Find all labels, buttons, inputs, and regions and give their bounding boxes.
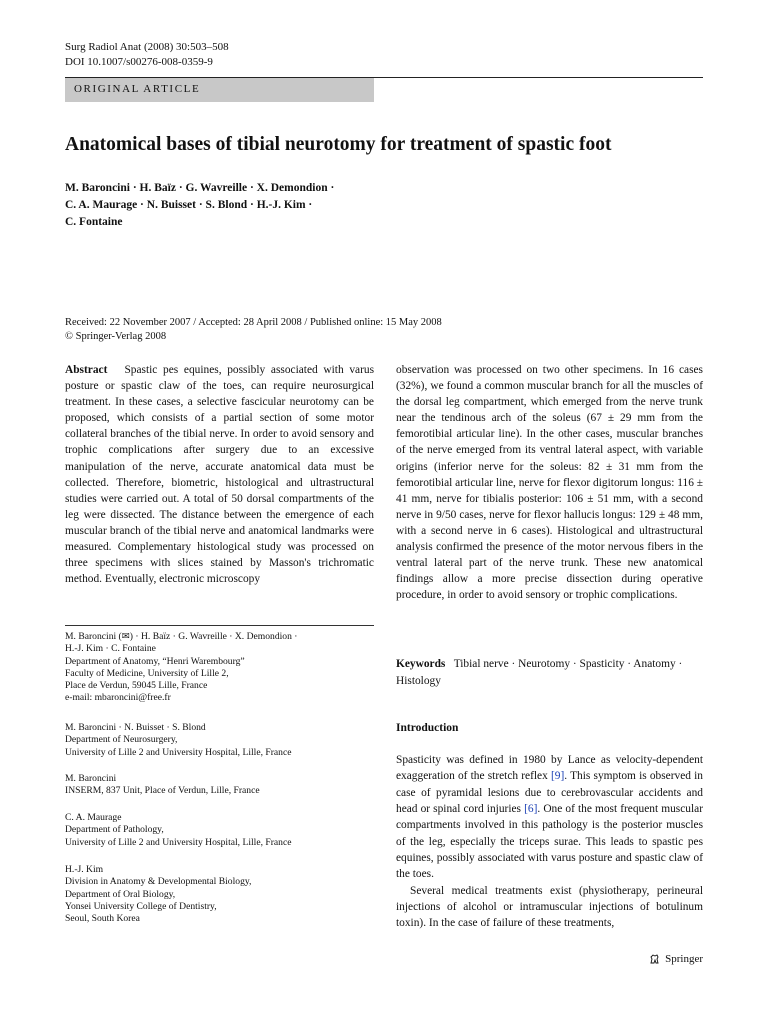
affiliation-line: Department of Neurosurgery,	[65, 734, 178, 746]
paragraph	[396, 752, 703, 883]
affiliation-line: Department of Anatomy, “Henri Warembourg”	[65, 655, 245, 667]
affiliation-rule	[65, 625, 374, 626]
author-list	[65, 180, 334, 231]
publication-dates	[65, 316, 442, 344]
keywords	[396, 656, 703, 689]
introduction-body	[396, 752, 703, 932]
affiliation-line: C. A. Maurage	[65, 812, 122, 823]
affiliation-line: Faculty of Medicine, University of Lille 2,	[65, 667, 229, 679]
dates-line: Received: 22 November 2007 / Accepted: 28 April 2008 / Published online: 15 May 2008	[65, 317, 442, 328]
text-run: . One of the most frequent muscular compartments involved in this pathology is the posterior muscles of the leg, especially the triceps surae. This leads to spastic pes equines, possibly associated with varus posture and spastic claw of the toes.	[396, 803, 704, 881]
affiliation-line: INSERM, 837 Unit, Place of Verdun, Lille, France	[65, 785, 260, 797]
author-line: C. A. Maurage · N. Buisset · S. Blond · H.-J. Kim ·	[65, 199, 313, 211]
affiliation-line: University of Lille 2 and University Hospital, Lille, France	[65, 746, 292, 758]
text-run: . This symptom is observed in case of pyramidal lesions due to cerebrovascular accidents and head or spinal cord injuries	[396, 770, 703, 816]
paragraph: Several medical treatments exist (physiotherapy, perineural injections of alcohol or intramuscular injections of botulinum toxin). In the case of failure of these treatments,	[396, 884, 703, 930]
abstract-column-right	[396, 362, 703, 603]
abstract-label: Abstract	[65, 364, 108, 376]
affiliation-line: H.-J. Kim · C. Fontaine	[65, 643, 156, 655]
affiliation-line: University of Lille 2 and University Hospital, Lille, France	[65, 836, 292, 848]
page-footer	[649, 953, 703, 965]
affiliation-line: Seoul, South Korea	[65, 913, 140, 925]
section-heading-introduction: Introduction	[396, 722, 459, 734]
keywords-text: Tibial nerve · Neurotomy · Spasticity · Anatomy · Histology	[396, 658, 683, 687]
affiliation-line: M. Baroncini · N. Buisset · S. Blond	[65, 722, 206, 733]
text-run: Spasticity was defined in 1980 by Lance as velocity-dependent exaggeration of the stretch reflex	[396, 754, 703, 783]
journal-line: Surg Radiol Anat (2008) 30:503–508	[65, 41, 229, 53]
abstract-text-right: observation was processed on two other specimens. In 16 cases (32%), we found a common muscular branch for all the muscles of the dorsal leg compartment, which emerged from the nerve trunk near the tendinous arch of the soleus (67 ± 29 mm from the femorotibial articular line). In the other cases, muscular branches of the nerve emerged from its ventral lateral aspect, with variable origins (inferior nerve for the soleus: 82 ± 31 mm from the femorotibial articular line, nerve for flexor digitorum longus: 116 ± 41 mm, nerve for tibialis posterior: 106 ± 51 mm, with a second nerve in 9/50 cases, nerve for flexor hallucis longus: 129 ± 48 mm, with a second nerve in 6 cases). Histological and ultrastructural analysis confirmed the presence of the motor nervous fibers in the ventral lateral part of the nerve trunk. These new anatomical findings allow a more precise dissection during operative procedure, in order to avoid sensory or trophic complications.	[396, 364, 703, 602]
affiliation-block	[65, 812, 374, 849]
affiliation-line: Place de Verdun, 59045 Lille, France	[65, 680, 208, 692]
affiliation-block	[65, 773, 374, 798]
article-title: Anatomical bases of tibial neurotomy for treatment of spastic foot	[65, 134, 612, 155]
publisher-name: Springer	[665, 953, 703, 965]
citation-link[interactable]: [9]	[550, 770, 565, 783]
article-type-banner: ORIGINAL ARTICLE	[65, 78, 374, 102]
doi-line: DOI 10.1007/s00276-008-0359-9	[65, 56, 213, 68]
affiliation-line: Yonsei University College of Dentistry,	[65, 900, 217, 912]
journal-citation	[65, 40, 229, 70]
keywords-label: Keywords	[396, 658, 446, 670]
affiliation-block	[65, 864, 374, 925]
affiliation-line: M. Baroncini	[65, 773, 117, 784]
affiliation-block	[65, 722, 374, 759]
citation-link[interactable]: [6]	[524, 803, 538, 816]
affiliation-line: M. Baroncini (✉) · H. Baïz · G. Wavreille · X. Demondion ·	[65, 631, 298, 642]
affiliation-line: H.-J. Kim	[65, 864, 104, 875]
affiliation-block	[65, 631, 374, 705]
affiliation-line: Department of Oral Biology,	[65, 888, 176, 900]
affiliation-line: Division in Anatomy & Developmental Biology,	[65, 876, 252, 888]
affiliation-line: Department of Pathology,	[65, 824, 164, 836]
author-line: C. Fontaine	[65, 216, 123, 228]
author-line: M. Baroncini · H. Baïz · G. Wavreille · X. Demondion ·	[65, 182, 335, 194]
copyright-line: © Springer-Verlag 2008	[65, 331, 167, 342]
abstract-column-left	[65, 362, 374, 587]
abstract-text-left: Spastic pes equines, possibly associated with varus posture or spastic claw of the toes, can require neurosurgical treatment. In these cases, a selective fascicular neurotomy can be proposed, which consists of a partial section of some motor collateral branches of the tibial nerve. In order to avoid sensory and trophic complications after surgery due to an excessive manipulation of the nerve, accurate anatomical data must be collected. Therefore, biometric, histological and ultrastructural studies were carried out. A total of 50 dorsal compartments of the leg were dissected. The distance between the emergence of each muscular branch of the tibial nerve and anatomical landmarks were measured. Complementary histological study was processed on three specimens with slices stained by Masson's trichromatic method. Eventually, electronic microscopy	[65, 364, 374, 586]
affiliation-email[interactable]: e-mail: mbaroncini@free.fr	[65, 692, 171, 704]
springer-horse-icon	[649, 953, 661, 965]
